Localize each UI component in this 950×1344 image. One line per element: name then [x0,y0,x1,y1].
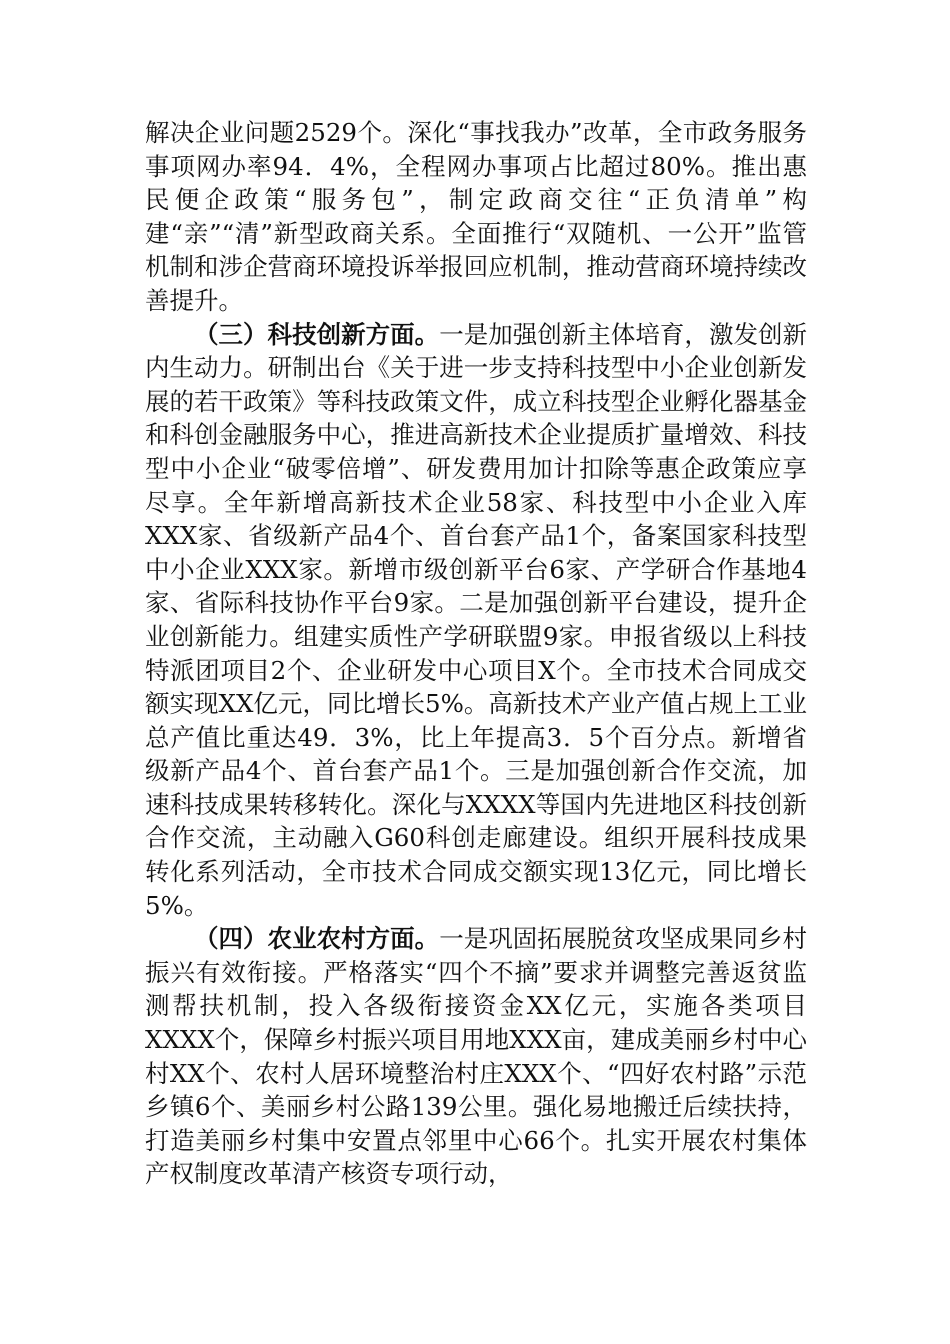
paragraph-text: 一是加强创新主体培育，激发创新内生动力。研制出台《关于进一步支持科技型中小企业创新发展的若干政策》等科技政策文件，成立科技型企业孵化器基金和科创金融服务中心，推进高新技术企业提质扩量增效、科技型中小企业“破零倍增”、研发费用加计扣除等惠企政策应享尽享。全年新增高新技术企业58家、科技型中小企业入库XXX家、省级新产品4个、首台套产品1个，备案国家科技型中小企业XXX家。新增市级创新平台6家、产学研合作基地4家、省际科技协作平台9家。二是加强创新平台建设，提升企业创新能力。组建实质性产学研联盟9家。申报省级以上科技特派团项目2个、企业研发中心项目X个。全市技术合同成交额实现XX亿元，同比增长5%。高新技术产业产值占规上工业总产值比重达49．3%，比上年提高3．5个百分点。新增省级新产品4个、首台套产品1个。三是加强创新合作交流，加速科技成果转移转化。深化与XXXX等国内先进地区科技创新合作交流，主动融入G60科创走廊建设。组织开展科技成果转化系列活动，全市技术合同成交额实现13亿元，同比增长5%。 [145,319,808,920]
paragraph-agriculture [145,922,807,1191]
document-page [145,116,807,1191]
paragraph-text: 一是巩固拓展脱贫攻坚成果同乡村振兴有效衔接。严格落实“四个不摘”要求并调整完善返贫监测帮扶机制，投入各级衔接资金XX亿元，实施各类项目XXXX个，保障乡村振兴项目用地XXX亩，建成美丽乡村中心村XX个、农村人居环境整治村庄XXX个、“四好农村路”示范乡镇6个、美丽乡村公路139公里。强化易地搬迁后续扶持，打造美丽乡村集中安置点邻里中心66个。扎实开展农村集体产权制度改革清产核资专项行动， [145,924,808,1189]
paragraph-tech-innovation [145,318,807,923]
paragraph-business-environment [145,116,807,318]
section-heading-tech-innovation: （三）科技创新方面。 [194,319,440,349]
section-heading-agriculture: （四）农业农村方面。 [194,924,440,954]
paragraph-text: 解决企业问题2529个。深化“事找我办”改革，全市政务服务事项网办率94．4%，全程网办事项占比超过80%。推出惠民便企政策“服务包”，制定政商交往“正负清单”构建“亲”“清”新型政商关系。全面推行“双随机、一公开”监管机制和涉企营商环境投诉举报回应机制，推动营商环境持续改善提升。 [145,118,807,315]
